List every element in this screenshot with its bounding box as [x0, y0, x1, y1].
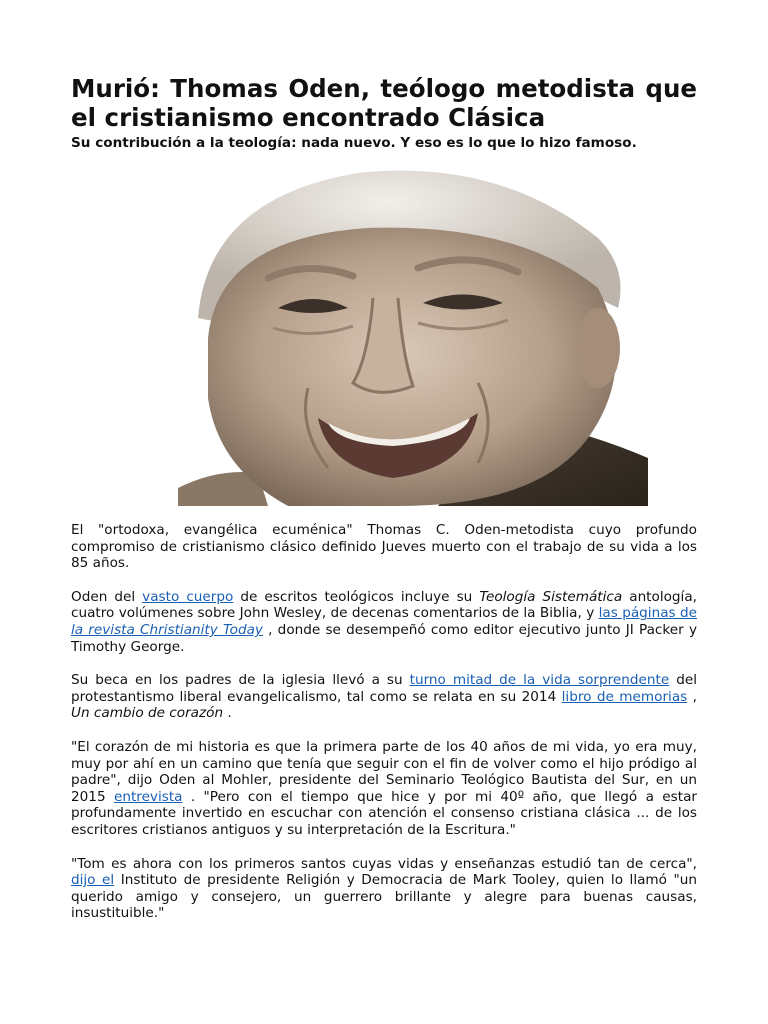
- portrait-photo: [178, 168, 648, 506]
- link-turno-mitad[interactable]: turno mitad de la vida sorprendente: [409, 672, 670, 689]
- text-run: Su beca en los padres de la iglesia llevó a su: [71, 672, 410, 689]
- paragraph-5: [71, 856, 697, 922]
- paragraph-3: [71, 672, 697, 722]
- text-run: "Tom es ahora con los primeros santos cuyas vidas y enseñanzas estudió tan de cerca",: [71, 855, 697, 872]
- text-run: Instituto de presidente Religión y Democracia de Mark Tooley, quien lo llamó "un querido amigo y consejero, un guerrero brillante y alegre para buenas causas, insustituible.": [71, 872, 697, 922]
- paragraph-1: El "ortodoxa, evangélica ecuménica" Thomas C. Oden-metodista cuyo profundo compromiso de cristianismo clásico definido Jueves muerto con el trabajo de su vida a los 85 años.: [71, 522, 697, 572]
- article-title: Murió: Thomas Oden, teólogo metodista que el cristianismo encontrado Clásica: [71, 74, 697, 132]
- link-text-italic[interactable]: la revista Christianity Today: [71, 621, 263, 638]
- text-run: "El corazón de mi historia es que la primera parte de los 40 años de mi vida, yo era muy, muy por ahí en un camino que tenía que seguir con el fin de volver como el hijo pródigo al padre", dijo Oden al Mohler, presidente del Seminario Teológico Bautista del Sur, en un 2015: [71, 738, 697, 805]
- text-run: .: [223, 705, 232, 722]
- portrait-image: [178, 168, 648, 506]
- book-title: Teología Sistemática: [479, 588, 623, 605]
- book-title: Un cambio de corazón: [71, 705, 224, 722]
- text-run: Oden del: [71, 588, 143, 605]
- text-run: del protestantismo liberal evangelicalismo, tal como se relata en su 2014: [71, 672, 697, 705]
- text-run: . "Pero con el tiempo que hice y por mi 40º año, que llegó a estar profundamente invertido en escuchar con atención el consenso cristiana clásica ... de los escritores cristianos antiguos y su interpretación de la Escritura.": [71, 788, 697, 838]
- link-vasto-cuerpo[interactable]: vasto cuerpo: [142, 588, 234, 605]
- text-run: , donde se desempeñó como editor ejecutivo junto JI Packer y Timothy George.: [71, 621, 697, 655]
- text-run: antología, cuatro volúmenes sobre John Wesley, de decenas comentarios de la Biblia, y: [71, 588, 697, 622]
- paragraph-2: [71, 589, 697, 655]
- article-subtitle: Su contribución a la teología: nada nuevo. Y eso es lo que lo hizo famoso.: [71, 135, 637, 151]
- link-text[interactable]: las páginas de: [598, 605, 697, 622]
- text-run: de escritos teológicos incluye su: [233, 588, 480, 605]
- link-libro-memorias[interactable]: libro de memorias: [561, 688, 688, 705]
- link-dijo-el[interactable]: dijo el: [71, 872, 115, 889]
- link-entrevista[interactable]: entrevista: [113, 788, 183, 805]
- article: [71, 74, 697, 939]
- paragraph-4: [71, 739, 697, 839]
- text-run: ,: [687, 688, 697, 705]
